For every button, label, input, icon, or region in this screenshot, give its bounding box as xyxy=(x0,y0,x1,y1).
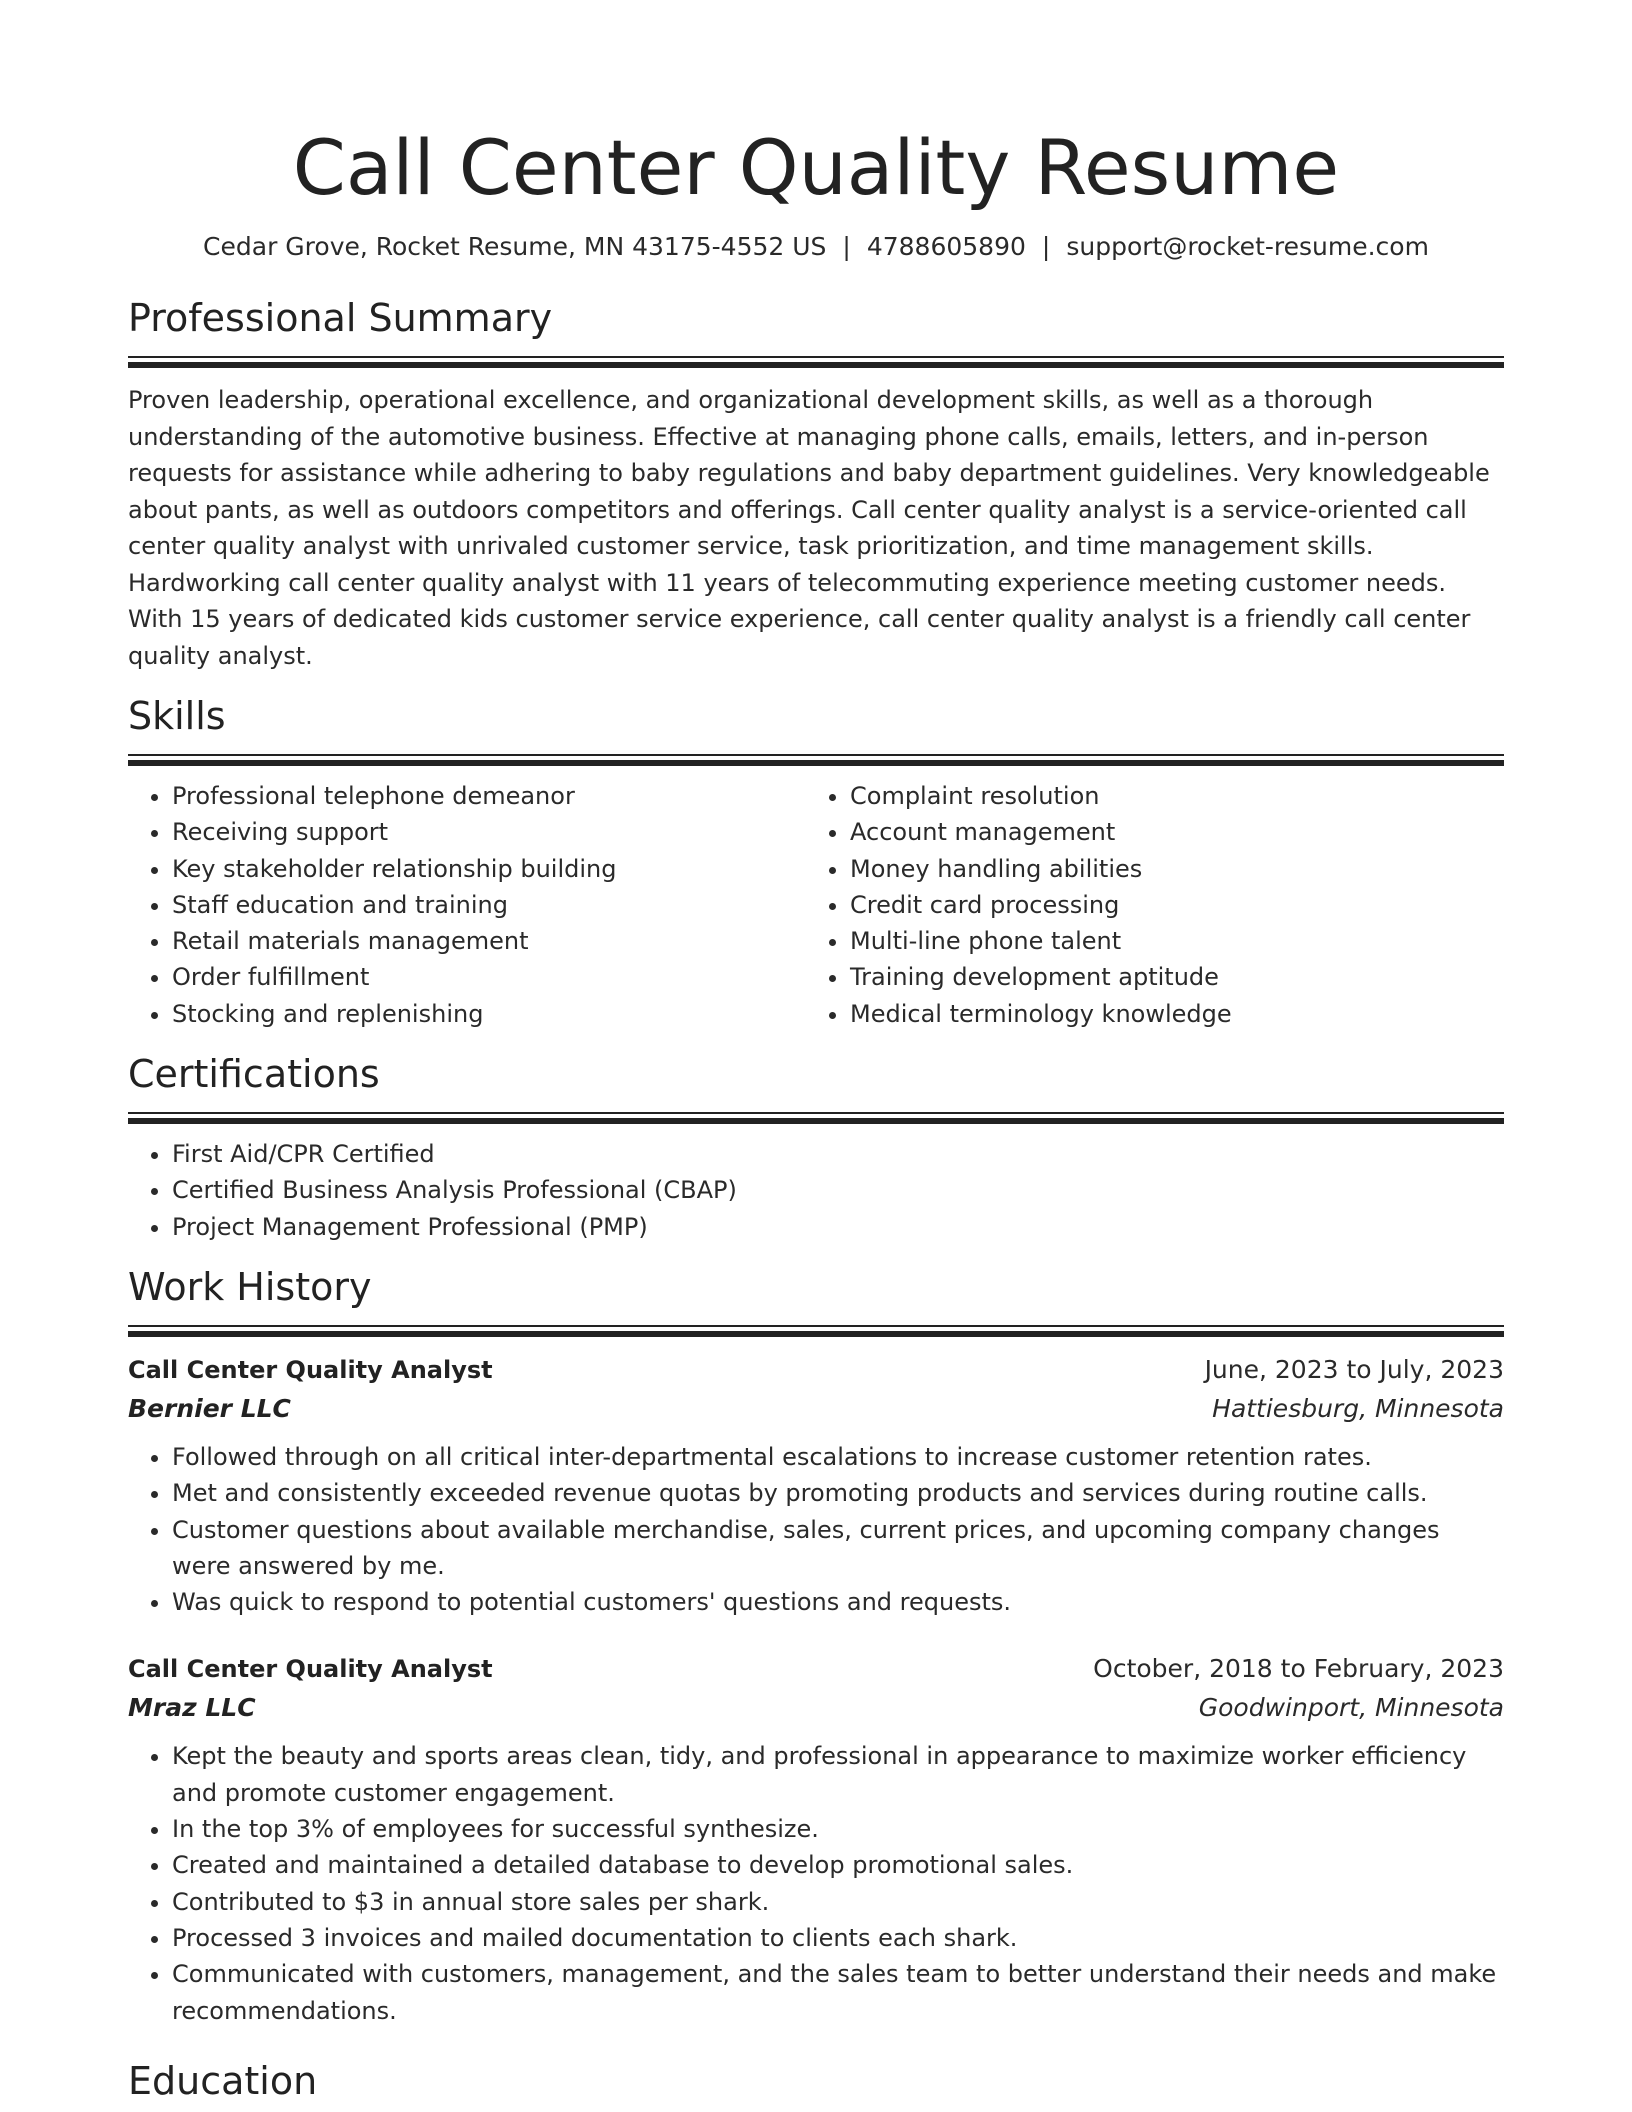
skill-item: • Key stakeholder relationship building xyxy=(172,851,806,887)
job-header xyxy=(128,1650,1504,1688)
education-section xyxy=(128,2057,1504,2105)
skill-item: • Retail materials management xyxy=(172,923,806,959)
job-bullet: • Created and maintained a detailed database to develop promotional sales. xyxy=(172,1847,1504,1883)
job-bullet: • Was quick to respond to potential customers' questions and requests. xyxy=(172,1584,1504,1620)
skill-item: • Medical terminology knowledge xyxy=(850,996,1484,1032)
work-history-section xyxy=(128,1263,1504,2029)
job-dates: June, 2023 to July, 2023 xyxy=(1204,1354,1504,1384)
work-history-heading: Work History xyxy=(128,1264,372,1309)
certifications-heading: Certifications xyxy=(128,1052,380,1097)
skill-item: • Professional telephone demeanor xyxy=(172,778,806,814)
certifications-section xyxy=(128,1050,1504,1245)
skill-item: • Account management xyxy=(850,814,1484,850)
skill-item: • Staff education and training xyxy=(172,887,806,923)
contact-phone: 4788605890 xyxy=(866,232,1026,261)
job-bullets xyxy=(128,1439,1504,1620)
job-bullet: • Contributed to $3 in annual store sales per shark. xyxy=(172,1884,1504,1920)
skills-column-right xyxy=(806,778,1484,1032)
summary-section xyxy=(128,294,1504,674)
job-company: Mraz LLC xyxy=(128,1693,256,1723)
summary-text: Proven leadership, operational excellence, and organizational development skills, as well as a thorough understanding of the automotive business. Effective at managing phone calls, emails, letters, and in-person requests for assistance while adhering to baby regulations and baby department guidelines. Very knowledgeable about pants, as well as outdoors competitors and offerings. Call center quality analyst is a service-oriented call center quality analyst with unrivaled customer service, task prioritization, and time management skills. Hardworking call center quality analyst with 11 years of telecommuting experience meeting customer needs. With 15 years of dedicated kids customer service experience, call center quality analyst is a friendly call center quality analyst. xyxy=(128,386,1490,670)
job-company: Bernier LLC xyxy=(128,1393,291,1423)
skill-item: • Complaint resolution xyxy=(850,778,1484,814)
certification-item: • First Aid/CPR Certified xyxy=(172,1136,1504,1172)
skills-list-right xyxy=(806,778,1484,1032)
certifications-list xyxy=(128,1136,1504,1245)
job-dates: October, 2018 to February, 2023 xyxy=(1093,1654,1504,1684)
job-title: Call Center Quality Analyst xyxy=(128,1655,493,1684)
skill-item: • Order fulfillment xyxy=(172,959,806,995)
summary-heading: Professional Summary xyxy=(128,296,553,340)
skill-item: • Stocking and replenishing xyxy=(172,996,806,1032)
job-bullet: • In the top 3% of employees for successful synthesize. xyxy=(172,1811,1504,1847)
certification-item: • Project Management Professional (PMP) xyxy=(172,1209,1504,1245)
job-bullet: • Communicated with customers, management, and the sales team to better understand their needs and make recommendations. xyxy=(172,1956,1504,2029)
resume-title: Call Center Quality Resume xyxy=(292,123,1340,212)
contact-email: support@rocket-resume.com xyxy=(1066,232,1429,261)
contact-separator: | xyxy=(1041,232,1051,261)
job-bullet: • Customer questions about available merchandise, sales, current prices, and upcoming company changes were answered by me. xyxy=(172,1512,1504,1585)
skills-heading: Skills xyxy=(128,694,226,738)
contact-line xyxy=(128,230,1504,264)
job-bullet: • Kept the beauty and sports areas clean, tidy, and professional in appearance to maximize worker efficiency and promote customer engagement. xyxy=(172,1738,1504,1811)
contact-separator: | xyxy=(842,232,851,261)
section-divider xyxy=(128,1325,1504,1337)
skill-item: • Credit card processing xyxy=(850,887,1484,923)
section-divider xyxy=(128,356,1504,368)
skills-list-left xyxy=(128,778,806,1032)
skill-item: • Multi-line phone talent xyxy=(850,923,1484,959)
skill-item: • Money handling abilities xyxy=(850,851,1484,887)
skills-column-left xyxy=(128,778,806,1032)
job-bullet: • Processed 3 invoices and mailed documentation to clients each shark. xyxy=(172,1920,1504,1956)
job-company-row xyxy=(128,1389,1504,1429)
skill-item: • Training development aptitude xyxy=(850,959,1484,995)
section-divider xyxy=(128,754,1504,766)
skill-item: • Receiving support xyxy=(172,814,806,850)
skills-grid xyxy=(128,778,1504,1032)
job-bullet: • Met and consistently exceeded revenue quotas by promoting products and services during routine calls. xyxy=(172,1475,1504,1511)
job-title: Call Center Quality Analyst xyxy=(128,1355,493,1384)
job-bullets xyxy=(128,1738,1504,2028)
resume-page xyxy=(128,0,1504,2105)
section-divider xyxy=(128,1112,1504,1124)
job-bullet: • Followed through on all critical inter-departmental escalations to increase customer retention rates. xyxy=(172,1439,1504,1475)
job-entry xyxy=(128,1650,1504,2028)
education-heading: Education xyxy=(128,2058,318,2103)
contact-address: Cedar Grove, Rocket Resume, MN 43175-4552 US xyxy=(203,232,827,261)
job-location: Goodwinport, Minnesota xyxy=(1198,1693,1504,1723)
skills-section xyxy=(128,692,1504,1032)
job-header xyxy=(128,1351,1504,1389)
certification-item: • Certified Business Analysis Professional (CBAP) xyxy=(172,1172,1504,1208)
job-company-row xyxy=(128,1688,1504,1728)
job-location: Hattiesburg, Minnesota xyxy=(1212,1393,1504,1423)
job-entry xyxy=(128,1351,1504,1620)
